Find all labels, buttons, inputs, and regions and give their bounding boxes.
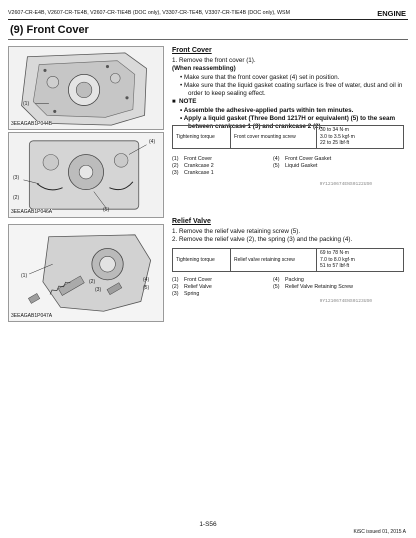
- callout-2: (2): [89, 279, 96, 285]
- relief-valve-torque-table: [172, 248, 404, 272]
- note-label: NOTE: [178, 98, 197, 106]
- legend-key: (3): [172, 291, 179, 297]
- legend-row: [172, 156, 404, 163]
- legend-text: Packing: [285, 277, 304, 283]
- torque-value-lbf: 51 to 57 lbf·ft: [320, 263, 350, 270]
- torque-values: [317, 126, 404, 149]
- torque-value-nm: 30 to 34 N·m: [320, 127, 349, 133]
- callout-3: (3): [95, 287, 102, 293]
- legend-row: [172, 277, 404, 284]
- callout-5: (5): [143, 285, 150, 291]
- front-cover-heading: Front Cover: [172, 47, 212, 54]
- figure-code: 3EEAGAB1P047A: [11, 313, 53, 319]
- legend-key: (1): [172, 156, 179, 162]
- front-cover-instructions: [172, 57, 404, 132]
- callout-2: (2): [13, 195, 20, 201]
- torque-value-lbf: 22 to 25 lbf·ft: [320, 140, 350, 147]
- legend-key: (4): [273, 277, 280, 283]
- callout-3: (3): [13, 175, 20, 181]
- crankcase-gasket-illustration: [9, 133, 163, 217]
- issued-label: KiSC issued 01, 2015 A: [353, 529, 406, 535]
- front-cover-torque-table: [172, 125, 404, 149]
- relief-valve-legend: [172, 277, 404, 298]
- legend-key: (3): [172, 170, 179, 176]
- legend-text: Front Cover: [184, 277, 212, 283]
- note-heading: [172, 98, 404, 106]
- page-number: 1-S56: [199, 521, 217, 528]
- legend-text: Liquid Gasket: [285, 163, 318, 169]
- reassembling-bullet-1: • Make sure that the front cover gasket (4) set in position.: [180, 73, 340, 81]
- legend-text: Front Cover: [184, 156, 212, 162]
- front-cover-illustration: [9, 47, 163, 129]
- legend-key: (4): [273, 156, 280, 162]
- legend-text: Crankcase 2: [184, 163, 214, 169]
- legend-text: Relief Valve: [184, 284, 212, 290]
- relief-valve-heading: Relief Valve: [172, 218, 211, 225]
- legend-key: (2): [172, 284, 179, 290]
- relief-valve-step-1: 1. Remove the relief valve retaining screw (5).: [172, 228, 301, 235]
- header-models: V2607-CR-E4B, V2607-CR-TE4B, V2607-CR-TIE4B (DOC only), V3307-CR-TE4B, V3307-CR-TIE4B (DOC only), WSM: [8, 10, 290, 16]
- callout-5: (5): [103, 207, 110, 213]
- legend-text: Spring: [184, 291, 200, 297]
- torque-value-nm: 69 to 78 N·m: [320, 250, 349, 256]
- callout-4: (4): [149, 139, 156, 145]
- reassembling-label: (When reassembling): [172, 65, 236, 73]
- title-divider: [8, 39, 408, 40]
- callout-1: (1): [21, 273, 28, 279]
- legend-key: (5): [273, 284, 280, 290]
- page-title: (9) Front Cover: [10, 24, 89, 36]
- legend-row: [172, 163, 404, 170]
- note-bullet-2: • Apply a liquid gasket (Three Bond 1217H or equivalent) (5) to the seam between crankcase 1 (3) and crankcase 2 (2).: [180, 115, 396, 131]
- legend-key: (5): [273, 163, 280, 169]
- torque-label: Tightening torque: [173, 249, 231, 272]
- relief-valve-instructions: [172, 228, 404, 245]
- note-bullet-1: • Assemble the adhesive-applied parts within ten minutes.: [180, 106, 354, 114]
- legend-row: [172, 284, 404, 291]
- torque-value-kgf: 3.0 to 3.5 kgf·m: [320, 133, 355, 140]
- torque-values: [317, 249, 404, 272]
- figure-crankcase-gasket: [8, 132, 164, 218]
- legend-key: (1): [172, 277, 179, 283]
- legend-text: Front Cover Gasket: [285, 156, 332, 162]
- relief-valve-step-2: 2. Remove the relief valve (2), the spring (3) and the packing (4).: [172, 236, 353, 244]
- relief-valve-illustration: [9, 225, 163, 321]
- figure-code: 3EEAGAB1P046A: [11, 209, 53, 215]
- figure-relief-valve: [8, 224, 164, 322]
- legend-row: [172, 291, 404, 298]
- header-divider: [8, 19, 408, 20]
- legend-key: (2): [172, 163, 179, 169]
- callout-1: (1): [23, 101, 30, 107]
- legend-text: Crankcase 1: [184, 170, 214, 176]
- front-cover-doc-code: 9Y1210674ENS0122US0: [319, 182, 372, 187]
- torque-item: Front cover mounting screw: [231, 126, 317, 149]
- note-square-icon: ■: [172, 99, 179, 106]
- figure-code: 3EEAGAB1P044B: [11, 121, 53, 127]
- legend-row: [172, 170, 404, 177]
- legend-text: Relief Valve Retaining Screw: [285, 284, 353, 290]
- torque-label: Tightening torque: [173, 126, 231, 149]
- front-cover-legend: [172, 156, 404, 177]
- torque-item: Relief valve retaining screw: [231, 249, 317, 272]
- callout-4: (4): [143, 277, 150, 283]
- relief-valve-doc-code: 9Y1210674ENS0123US0: [319, 299, 372, 304]
- figure-front-cover: [8, 46, 164, 130]
- header-section: ENGINE: [377, 9, 406, 18]
- torque-value-kgf: 7.0 to 8.0 kgf·m: [320, 256, 355, 263]
- front-cover-step-1: 1. Remove the front cover (1).: [172, 57, 256, 64]
- reassembling-bullet-2: • Make sure that the liquid gasket coating surface is free of water, dust and oil in order to keep sealing effect.: [180, 81, 403, 98]
